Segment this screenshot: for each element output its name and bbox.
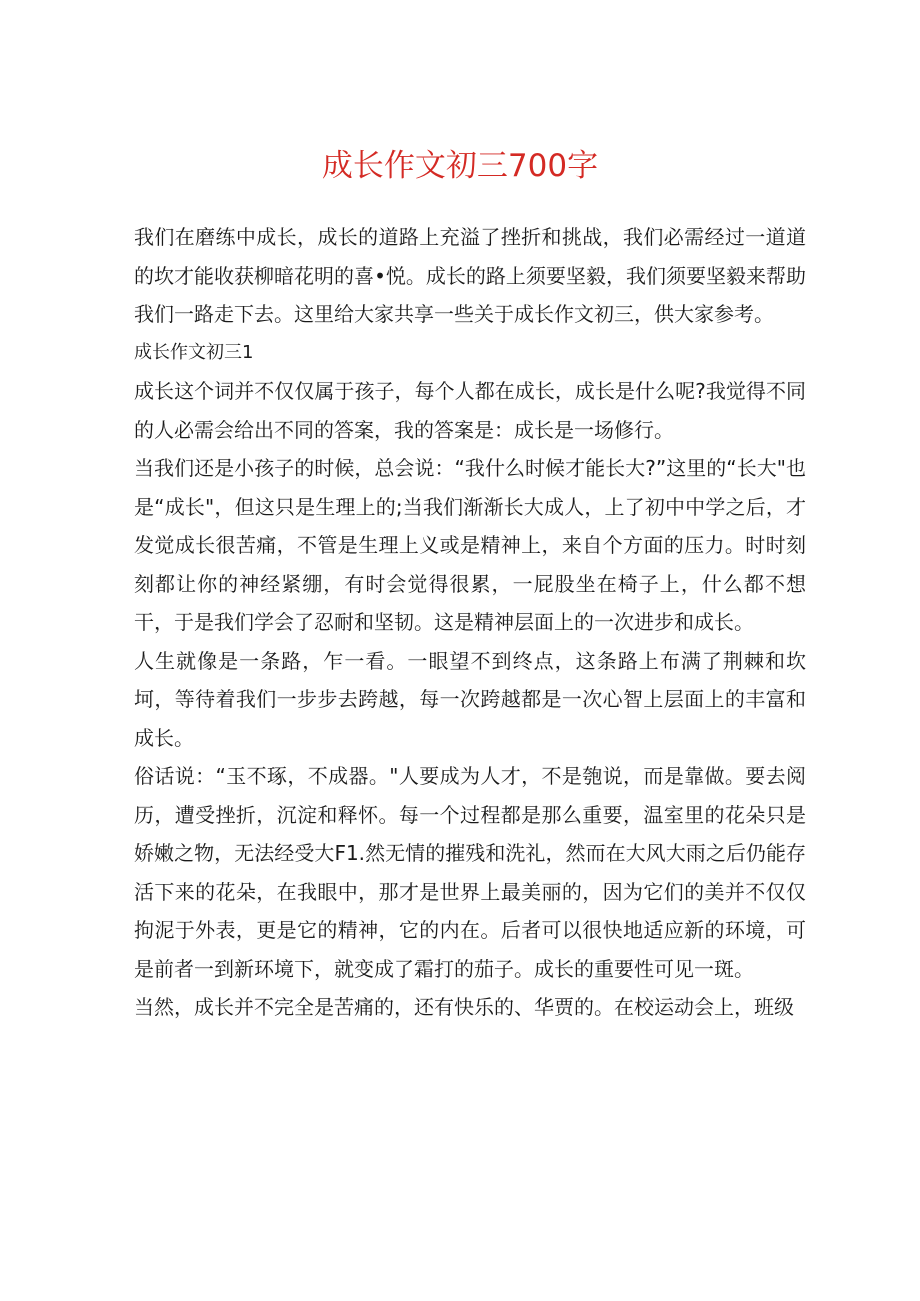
body-paragraph-4: 俗话说：“玉不琢，不成器。"人要成为人才，不是匏说，而是靠做。要去阅历，遭受挫折，沉淀和释怀。每一个过程都是那么重要，温室里的花朵只是娇嫩之物，无法经受大F1.然无情的摧残和洗礼，然而在大风大雨之后仍能存活下来的花朵，在我眼中，那才是世界上最美丽的，因为它们的美并不仅仅拘泥于外表，更是它的精神，它的内在。后者可以很快地适应新的环境，可是前者一到新环境下，就变成了霜打的茄子。成长的重要性可见一斑。 (134, 764, 806, 981)
body-paragraph-2: 当我们还是小孩子的时候，总会说：“我什么时候才能长大?”这里的“长大"也是“成长"，但这只是生理上的;当我们渐渐长大成人，上了初中中学之后，才发觉成长很苦痛，不管是生理上义或是精神上，来自个方面的压力。时时刻刻都让你的神经紧绷，有时会觉得很累，一屁股坐在椅子上，什么都不想干，于是我们学会了忍耐和坚韧。这是精神层面上的一次进步和成长。 (134, 456, 806, 634)
body-paragraph-1: 成长这个词并不仅仅属于孩子，每个人都在成长，成长是什么呢?我觉得不同的人必需会给出不同的答案，我的答案是：成长是一场修行。 (134, 379, 806, 442)
body-paragraph-3: 人生就像是一条路，乍一看。一眼望不到终点，这条路上布满了荆棘和坎坷，等待着我们一步步去跨越，每一次跨越都是一次心智上层面上的丰富和成长。 (134, 648, 806, 750)
document-title: 成长作文初三700字 (321, 148, 599, 184)
body-paragraph-5: 当然，成长并不完全是苦痛的，还有快乐的、华贾的。在校运动会上，班级 (134, 995, 794, 1019)
section-heading: 成长作文初三1 (134, 341, 254, 363)
intro-paragraph: 我们在磨练中成长，成长的道路上充溢了挫折和挑战，我们必需经过一道道的坎才能收获柳暗花明的喜•悦。成长的路上须要坚毅，我们须要坚毅来帮助我们一路走下去。这里给大家共享一些关于成长作文初三，供大家参考。 (134, 225, 806, 326)
document-body (134, 218, 806, 1027)
